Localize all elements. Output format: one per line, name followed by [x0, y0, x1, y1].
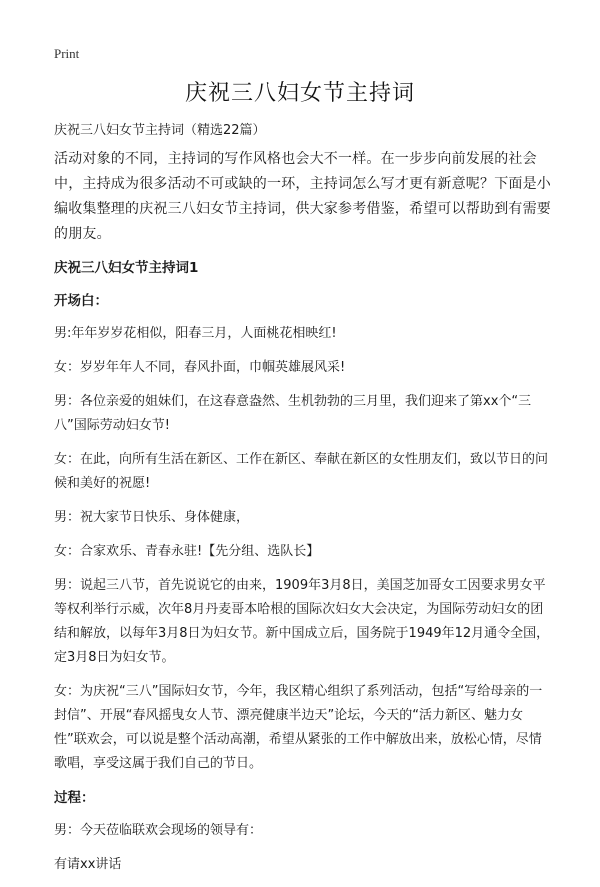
process-line: 有请xx讲话	[54, 857, 122, 872]
dialogue-line: 男：说起三八节，首先说说它的由来，1909年3月8日，美国芝加哥女工因要求男女平等权利举行示威，次年8月丹麦哥本哈根的国际次妇女大会决定，为国际劳动妇女的团结和解放，以每年3月8日为妇女节。新中国成立后，国务院于1949年12月通令全国，定3月8日为妇女节。	[54, 578, 550, 665]
dialogue-line: 男：各位亲爱的姐妹们，在这春意盎然、生机勃勃的三月里，我们迎来了第xx个“三八”国际劳动妇女节!	[54, 394, 532, 433]
dialogue-line: 男:年年岁岁花相似，阳春三月，人面桃花相映红!	[54, 326, 337, 341]
dialogue-line: 男：祝大家节日快乐、身体健康，	[54, 510, 250, 525]
process-label: 过程：	[54, 790, 95, 806]
intro-paragraph: 活动对象的不同，主持词的写作风格也会大不一样。在一步步向前发展的社会中，主持成为很多活动不可或缺的一环，主持词怎么写才更有新意呢？下面是小编收集整理的庆祝三八妇女节主持词，供大家参考借鉴，希望可以帮助到有需要的朋友。	[54, 151, 551, 242]
dialogue-line: 女：岁岁年年人不同，春风扑面，巾帼英雄展风采!	[54, 360, 346, 375]
process-line: 男：今天莅临联欢会现场的领导有：	[54, 823, 263, 838]
document-body	[54, 119, 554, 887]
print-link[interactable]: Print	[54, 46, 80, 61]
document-subtitle: 庆祝三八妇女节主持词（精选22篇）	[54, 123, 266, 138]
dialogue-line: 女：合家欢乐、青春永驻!【先分组、选队长】	[54, 544, 320, 559]
dialogue-line: 女：在此，向所有生活在新区、工作在新区、奉献在新区的女性朋友们，致以节日的问候和美好的祝愿!	[54, 452, 549, 491]
section-title: 庆祝三八妇女节主持词1	[54, 260, 199, 276]
dialogue-line: 女：为庆祝“三八”国际妇女节，今年，我区精心组织了系列活动，包括“写给母亲的一封信”、开展“春风摇曳女人节、漂亮健康半边天”论坛，今天的“活力新区、魅力女性”联欢会，可以说是整个活动高潮，希望从紧张的工作中解放出来，放松心情，尽情歌唱，享受这属于我们自己的节日。	[54, 684, 543, 771]
opening-label: 开场白：	[54, 293, 108, 309]
page-title: 庆祝三八妇女节主持词	[184, 81, 415, 106]
